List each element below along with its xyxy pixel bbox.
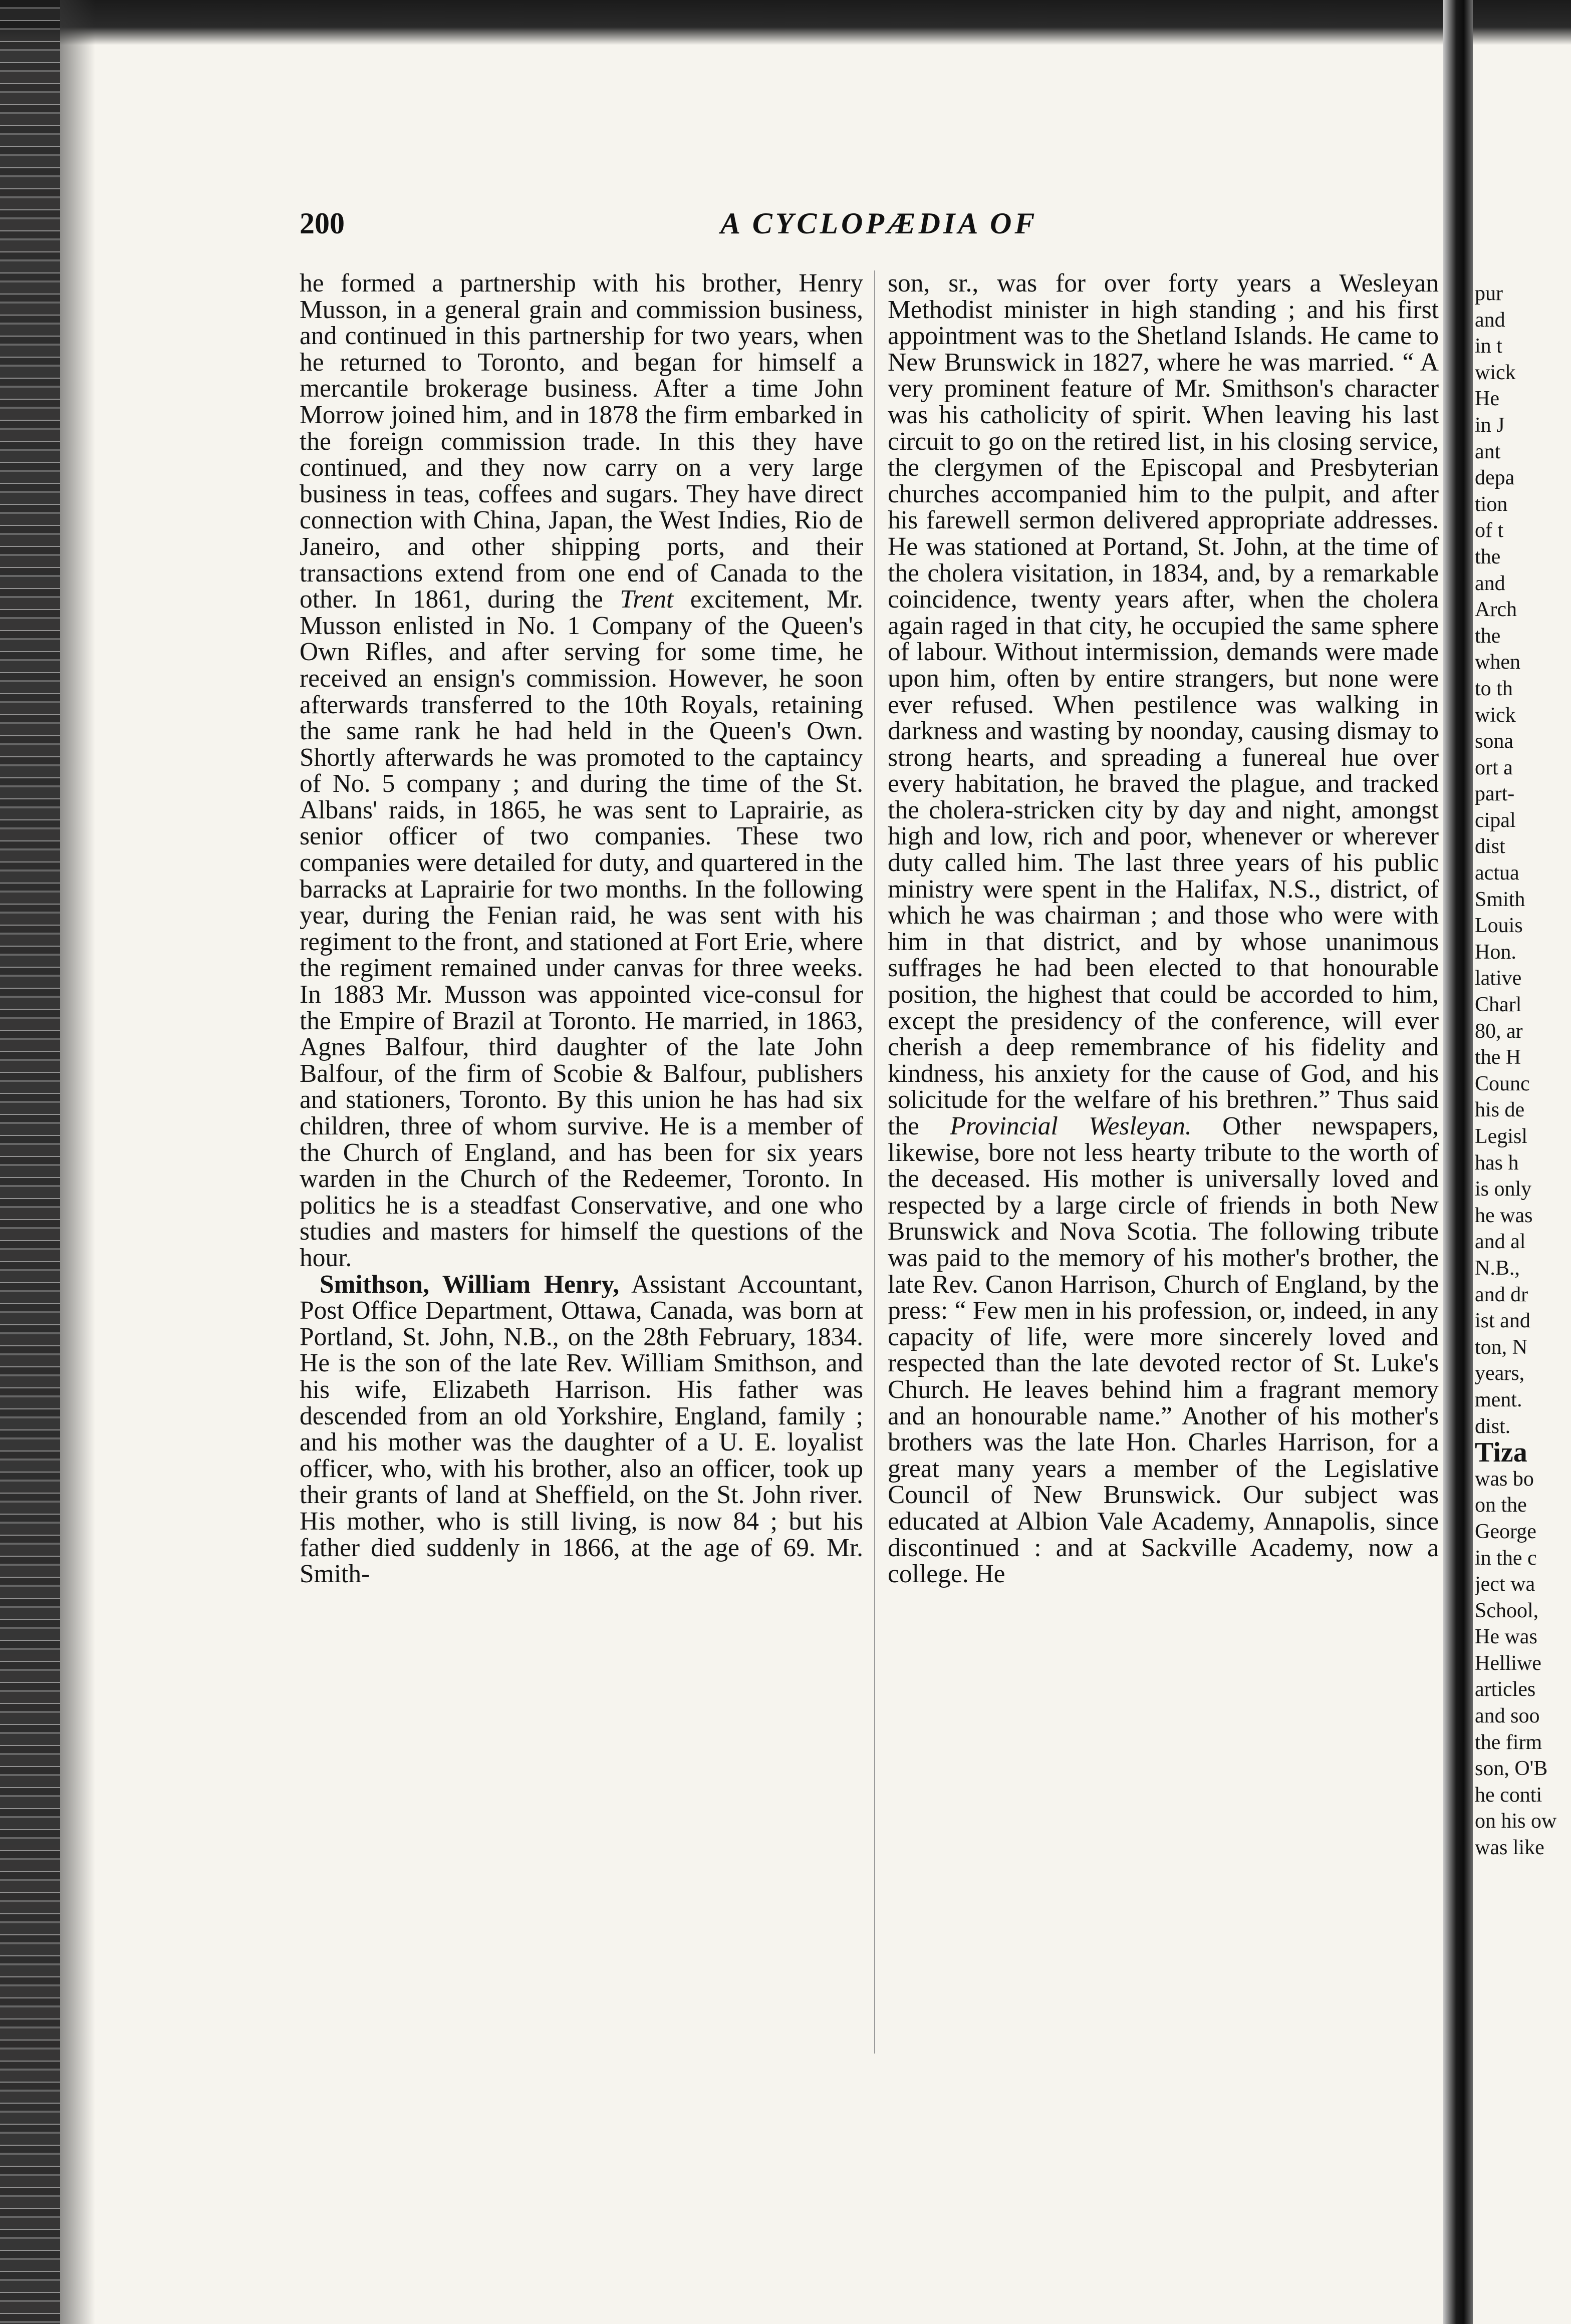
facing-page-line: lative	[1475, 967, 1522, 990]
facing-page-line: actua	[1475, 861, 1519, 885]
facing-page-line: Counc	[1475, 1072, 1530, 1095]
facing-page-line: ist and	[1475, 1309, 1530, 1333]
facing-page-line: N.B.,	[1475, 1256, 1520, 1280]
facing-page-lines-2	[1475, 1466, 1571, 1861]
facing-page-lines	[1475, 280, 1571, 1439]
facing-page-line: of t	[1475, 519, 1504, 542]
facing-page-line: he was	[1475, 1204, 1533, 1227]
left-column	[300, 270, 863, 1588]
facing-page-line: Charl	[1475, 993, 1522, 1017]
facing-page-line: the firm	[1475, 1730, 1542, 1754]
facing-page-line: in t	[1475, 335, 1502, 358]
trent-italic: Trent	[620, 585, 674, 614]
facing-page-line: part-	[1475, 782, 1515, 806]
wesleyan-italic: Provincial Wesleyan.	[950, 1112, 1192, 1140]
facing-page-line: Smith	[1475, 888, 1525, 911]
facing-page-line: and dr	[1475, 1283, 1528, 1306]
facing-page-line: and	[1475, 308, 1505, 332]
facing-page-line: and	[1475, 571, 1505, 595]
facing-page-line: he conti	[1475, 1783, 1542, 1807]
facing-page-line: on his ow	[1475, 1810, 1557, 1833]
facing-page-line: was like	[1475, 1836, 1544, 1860]
facing-page-line: in the c	[1475, 1546, 1537, 1570]
facing-page-line: the	[1475, 624, 1501, 648]
facing-page-entry-heading: Tiza	[1475, 1437, 1527, 1469]
facing-page-line: tion	[1475, 492, 1508, 516]
facing-page-line: articles	[1475, 1678, 1536, 1701]
facing-page-line: the H	[1475, 1046, 1521, 1069]
smithson-continued-paragraph: son, sr., was for over forty years a Wesleyan Methodist minister in high standing ; and his first appointment was to the Shetland Islands. He came to New Brunswick in 1827, where he was married. “ A very prominent feature of Mr. Smithson's character was his catholicity of spirit. When leaving his last circuit to go on the retired list, in his closing service, the clergymen of the Episcopal and Presbyterian churches accompanied him to the pulpit, and after his farewell sermon delivered appropriate addresses. He was stationed at Portand, St. John, at the time of the cholera visitation, in 1834, and, by a remarkable coincidence, twenty years after, when the cholera again raged in that city, he occupied the same sphere of labour. Without intermission, demands were made upon him, often by entire strangers, but none were ever refused. When pestilence was walking in darkness and wasting by noonday, causing dismay to strong hearts, and spreading a funereal hue over every habitation, he braved the plague, and tracked the cholera-stricken city by day and night, amongst high and low, rich and poor, whenever or wherever duty called him. The last three years of his public ministry were spent in the Halifax, N.S., district, of which he was chairman ; and those who were with him in that district, and by whose unanimous suffrages he had been elected to that honourable position, the highest that could be accorded to him, except the presidency of the conference, will ever cherish a deep remembrance of his fidelity and kindness, his anxiety for the cause of God, and his solicitude for the welfare of his brethren.” Thus said the Provincial Wesleyan. Other newspapers, likewise, bore not less hearty tribute to the worth of the deceased. His mother is universally loved and respected by a large circle of friends in both New Brunswick and Nova Scotia. The following tribute was paid to the memory of his mother's brother, the late Rev. Canon Harrison, Church of England, by the press: “ Few men in his profession, or, indeed, in any capacity of life, were more sincerely loved and respected than the late devoted rector of St. Luke's Church. He leaves behind him a fragrant memory and an honourable name.” Another of his mother's brothers was the late Hon. Charles Harrison, for a great many years a member of the Legislative Council of New Brunswick. Our subject was educated at Albion Vale Academy, Annapolis, since discontinued : and at Sackville Academy, now a college. He	[888, 269, 1439, 1589]
facing-page-line: cipal	[1475, 808, 1516, 832]
scan-edge-top	[0, 0, 1571, 45]
facing-page-line: to th	[1475, 677, 1513, 700]
facing-page-line: and soo	[1475, 1704, 1540, 1728]
facing-page-line: 80, ar	[1475, 1019, 1523, 1043]
facing-page-line: School,	[1475, 1599, 1539, 1622]
column-divider	[874, 270, 875, 2054]
facing-page-line: Helliwe	[1475, 1651, 1541, 1675]
scan-shadow-left	[60, 0, 95, 2324]
facing-page-line: on the	[1475, 1494, 1527, 1517]
facing-page-line: is only	[1475, 1178, 1532, 1201]
smithson-entry-paragraph: Smithson, William Henry, Assistant Accountant, Post Office Department, Ottawa, Canada, was born at Portland, St. John, N.B., on the 28th February, 1834. He is the son of the late Rev. William Smithson, and his wife, Elizabeth Harrison. His father was descended from an old Yorkshire, England, family ; and his mother was the daughter of a U. E. loyalist officer, who, with his brother, also an officer, took up their grants of land at Sheffield, on the St. John river. His mother, who is still living, is now 84 ; but his father died suddenly in 1866, at the age of 69. Mr. Smith-	[300, 1270, 863, 1589]
facing-page-line: dist	[1475, 835, 1505, 858]
facing-page-line: Louis	[1475, 914, 1523, 938]
facing-page-line: was bo	[1475, 1467, 1534, 1491]
facing-page-line: Arch	[1475, 598, 1517, 622]
facing-page-line: ment.	[1475, 1388, 1522, 1411]
facing-page-line: sona	[1475, 730, 1513, 753]
facing-page-line: ject wa	[1475, 1573, 1535, 1596]
facing-page-line: depa	[1475, 466, 1515, 490]
right-column	[888, 270, 1439, 1588]
facing-page-line: his de	[1475, 1098, 1525, 1122]
facing-page-line: ort a	[1475, 756, 1513, 779]
facing-page-line: the	[1475, 545, 1501, 568]
facing-page-line: years,	[1475, 1362, 1525, 1385]
scan-edge-left	[0, 0, 60, 2324]
entry-heading: Smithson, William Henry,	[320, 1270, 620, 1299]
facing-page-line: wick	[1475, 361, 1516, 384]
facing-page-line: He	[1475, 387, 1499, 411]
facing-page-line: George	[1475, 1520, 1536, 1543]
facing-page-line: pur	[1475, 282, 1503, 305]
book-gutter	[1443, 0, 1473, 2324]
facing-page-line: son, O'B	[1475, 1757, 1548, 1781]
facing-page-line: wick	[1475, 703, 1516, 727]
running-title: A CYCLOPÆDIA OF	[720, 207, 1038, 240]
facing-page-line: Legisl	[1475, 1125, 1527, 1148]
facing-page-line: in J	[1475, 413, 1505, 437]
facing-page-line: when	[1475, 651, 1520, 674]
facing-page-line: He was	[1475, 1625, 1537, 1649]
musson-continued-paragraph: he formed a partnership with his brother, Henry Musson, in a general grain and commission business, and continued in this partnership for two years, when he returned to Toronto, and began for himself a mercantile brokerage business. After a time John Morrow joined him, and in 1878 the firm embarked in the foreign commission trade. In this they have continued, and they now carry on a very large business in teas, coffees and sugars. They have direct connection with China, Japan, the West Indies, Rio de Janeiro, and other shipping ports, and their transactions extend from one end of Canada to the other. In 1861, during the Trent excitement, Mr. Musson enlisted in No. 1 Company of the Queen's Own Rifles, and after serving for some time, he received an ensign's commission. However, he soon afterwards transferred to the 10th Royals, retaining the same rank he had held in the Queen's Own. Shortly afterwards he was promoted to the captaincy of No. 5 company ; and during the time of the St. Albans' raids, in 1865, he was sent to Laprairie, as senior officer of two companies. These two companies were detailed for duty, and quartered in the barracks at Laprairie for two months. In the following year, during the Fenian raid, he was sent with his regiment to the front, and stationed at Fort Erie, where the regiment remained under canvas for three weeks. In 1883 Mr. Musson was appointed vice-consul for the Empire of Brazil at Toronto. He married, in 1863, Agnes Balfour, third daughter of the late John Balfour, of the firm of Scobie & Balfour, publishers and stationers, Toronto. By this union he has had six children, three of whom survive. He is a member of the Church of England, and has been for six years warden in the Church of the Redeemer, Toronto. In politics he is a steadfast Conservative, and one who studies and masters for himself the questions of the hour.	[300, 269, 863, 1272]
facing-page-line: dist.	[1475, 1414, 1511, 1438]
facing-page-line: has h	[1475, 1151, 1519, 1175]
page-number: 200	[300, 207, 345, 240]
facing-page-fragments	[1475, 280, 1571, 1983]
facing-page-line: ant	[1475, 440, 1501, 463]
running-head	[300, 206, 1126, 246]
facing-page-line: ton, N	[1475, 1335, 1527, 1359]
facing-page-line: Hon.	[1475, 940, 1516, 964]
facing-page-line: and al	[1475, 1230, 1526, 1254]
